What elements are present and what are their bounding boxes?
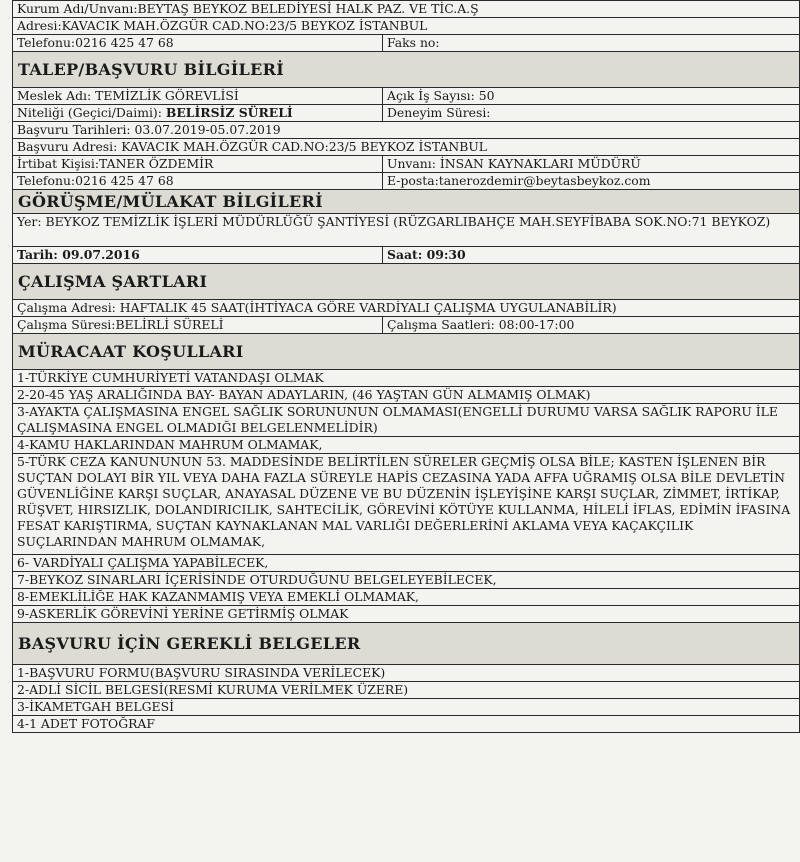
institution-fax: Faks no: [383, 35, 800, 52]
section-header-documents [13, 623, 800, 665]
document-item: 2-ADLİ SİCİL BELGESİ(RESMİ KURUMA VERİLMEK ÜZERE) [13, 682, 800, 699]
contact-title: Unvanı: İNSAN KAYNAKLARI MÜDÜRÜ [383, 156, 800, 173]
working-address: Çalışma Adresi: HAFTALIK 45 SAAT(İHTİYACA GÖRE VARDİYALI ÇALIŞMA UYGULANABİLİR) [13, 300, 800, 317]
institution-phone: Telefonu:0216 425 47 68 [13, 35, 383, 52]
document-row [13, 716, 800, 733]
institution-name: Kurum Adı/Unvanı:BEYTAŞ BEYKOZ BELEDİYESİ HALK PAZ. VE TİC.A.Ş [13, 1, 800, 18]
open-positions: Açık İş Sayısı: 50 [383, 88, 800, 105]
experience-duration: Deneyim Süresi: [383, 105, 800, 122]
job-nature [13, 105, 383, 122]
section-title-interview: GÖRÜŞME/MÜLAKAT BİLGİLERİ [13, 190, 800, 214]
document-row [13, 682, 800, 699]
requirement-row [13, 370, 800, 387]
document-item: 1-BAŞVURU FORMU(BAŞVURU SIRASINDA VERİLECEK) [13, 665, 800, 682]
contact-person-row [13, 156, 800, 173]
document-row [13, 699, 800, 716]
application-address-row [13, 139, 800, 156]
requirement-item: 5-TÜRK CEZA KANUNUNUN 53. MADDESİNDE BELİRTİLEN SÜRELER GEÇMİŞ OLSA BİLE; KASTEN İŞLENEN BİR SUÇTAN DOLAYI BİR YIL VEYA DAHA FAZLA SÜREYLE HAPİS CEZASINA YADA AFFA UĞRAMIŞ OLSA BİLE DEVLETİN GÜVENLİĞİNE KARŞI SUÇLAR, ANAYASAL DÜZENE VE BU DÜZENİN İŞLEYİŞİNE KARŞI SUÇLAR, ZİMMET, İRTİKAP, RÜŞVET, HIRSIZLIK, DOLANDIRICILIK, SAHTECİLİK, GÖREVİNİ KÖTÜYE KULLANMA, HİLELİ İFLAS, EDİMİN İFASINA FESAT KARIŞTIRMA, SUÇTAN KAYNAKLANAN MAL VARLIĞI DEĞERLERİNİ AKLAMA VEYA KAÇAKÇILIK SUÇLARINDAN MAHRUM OLMAMAK, [13, 454, 800, 555]
requirement-row [13, 437, 800, 454]
job-nature-label: Niteliği (Geçici/Daimi): [17, 105, 166, 120]
profession-name: Meslek Adı: TEMİZLİK GÖREVLİSİ [13, 88, 383, 105]
interview-time: Saat: 09:30 [383, 247, 800, 264]
contact-email: E-posta:tanerozdemir@beytasbeykoz.com [383, 173, 800, 190]
working-hours: Çalışma Saatleri: 08:00-17:00 [383, 317, 800, 334]
section-header-working [13, 264, 800, 300]
working-address-row [13, 300, 800, 317]
requirement-item: 4-KAMU HAKLARINDAN MAHRUM OLMAMAK, [13, 437, 800, 454]
requirement-row [13, 404, 800, 437]
application-dates: Başvuru Tarihleri: 03.07.2019-05.07.2019 [13, 122, 800, 139]
institution-name-row [13, 1, 800, 18]
section-title-working: ÇALIŞMA ŞARTLARI [13, 264, 800, 300]
section-title-requirements: MÜRACAAT KOŞULLARI [13, 334, 800, 370]
requirement-row [13, 454, 800, 555]
institution-contact-row [13, 35, 800, 52]
requirement-row [13, 589, 800, 606]
job-posting-document [12, 0, 800, 733]
document-item: 3-İKAMETGAH BELGESİ [13, 699, 800, 716]
contact-person: İrtibat Kişisi:TANER ÖZDEMİR [13, 156, 383, 173]
posting-table [12, 0, 800, 733]
requirement-item: 8-EMEKLİLİĞE HAK KAZANMAMIŞ VEYA EMEKLİ OLMAMAK, [13, 589, 800, 606]
interview-location: Yer: BEYKOZ TEMİZLİK İŞLERİ MÜDÜRLÜĞÜ ŞANTİYESİ (RÜZGARLIBAHÇE MAH.SEYFİBABA SOK.NO:71 BEYKOZ) [13, 214, 800, 247]
section-header-request [13, 52, 800, 88]
profession-row [13, 88, 800, 105]
requirement-item: 9-ASKERLİK GÖREVİNİ YERİNE GETİRMİŞ OLMAK [13, 606, 800, 623]
section-header-interview [13, 190, 800, 214]
job-nature-value: BELİRSİZ SÜRELİ [165, 105, 293, 120]
requirement-item: 1-TÜRKİYE CUMHURİYETİ VATANDAŞI OLMAK [13, 370, 800, 387]
section-title-documents: BAŞVURU İÇİN GEREKLİ BELGELER [13, 623, 800, 665]
application-dates-row [13, 122, 800, 139]
nature-row [13, 105, 800, 122]
section-title-request: TALEP/BAŞVURU BİLGİLERİ [13, 52, 800, 88]
institution-address: Adresi:KAVACIK MAH.ÖZGÜR CAD.NO:23/5 BEYKOZ İSTANBUL [13, 18, 800, 35]
requirement-row [13, 555, 800, 572]
requirement-item: 2-20-45 YAŞ ARALIĞINDA BAY- BAYAN ADAYLARIN, (46 YAŞTAN GÜN ALMAMIŞ OLMAK) [13, 387, 800, 404]
requirement-item: 3-AYAKTA ÇALIŞMASINA ENGEL SAĞLIK SORUNUNUN OLMAMASI(ENGELLİ DURUMU VARSA SAĞLIK RAPORU İLE ÇALIŞMASINA ENGEL OLMADIĞI BELGELENMELİDİR) [13, 404, 800, 437]
working-duration: Çalışma Süresi:BELİRLİ SÜRELİ [13, 317, 383, 334]
requirement-item: 7-BEYKOZ SINARLARI İÇERİSİNDE OTURDUĞUNU BELGELEYEBİLECEK, [13, 572, 800, 589]
contact-phone: Telefonu:0216 425 47 68 [13, 173, 383, 190]
requirement-row [13, 387, 800, 404]
section-header-requirements [13, 334, 800, 370]
interview-date: Tarih: 09.07.2016 [13, 247, 383, 264]
requirement-item: 6- VARDİYALI ÇALIŞMA YAPABİLECEK, [13, 555, 800, 572]
document-row [13, 665, 800, 682]
application-address: Başvuru Adresi: KAVACIK MAH.ÖZGÜR CAD.NO:23/5 BEYKOZ İSTANBUL [13, 139, 800, 156]
interview-location-row [13, 214, 800, 247]
requirement-row [13, 606, 800, 623]
interview-datetime-row [13, 247, 800, 264]
contact-phone-row [13, 173, 800, 190]
document-item: 4-1 ADET FOTOĞRAF [13, 716, 800, 733]
institution-address-row [13, 18, 800, 35]
requirement-row [13, 572, 800, 589]
working-duration-row [13, 317, 800, 334]
